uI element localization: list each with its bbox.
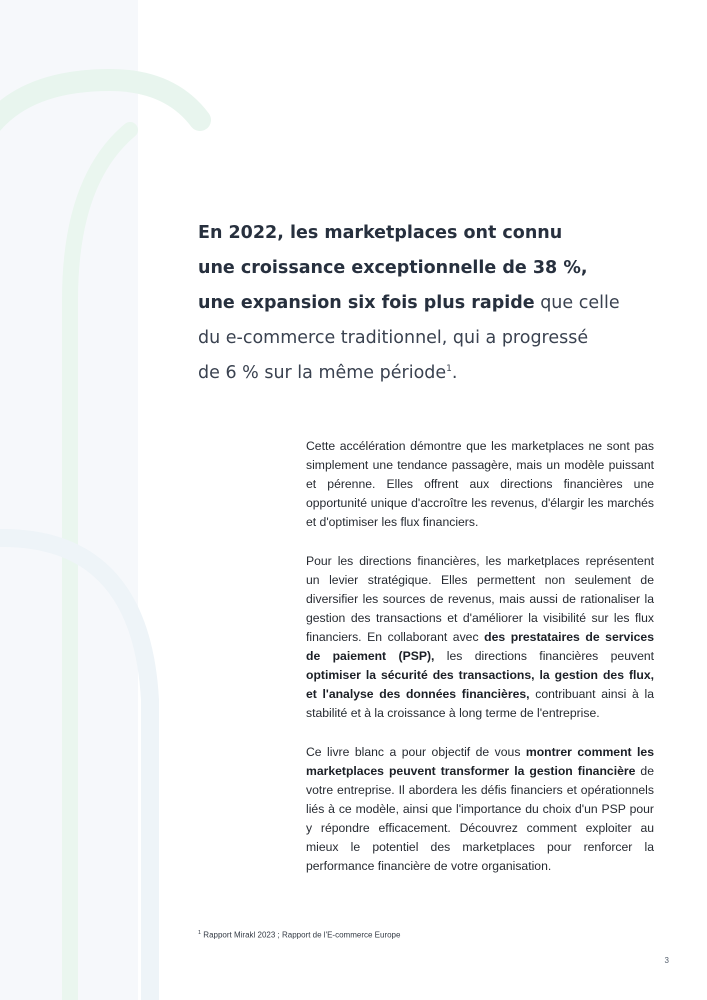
footnote-reference[interactable]: 1 bbox=[446, 364, 452, 375]
paragraph-1: Cette accélération démontre que les marketplaces ne sont pas simplement une tendance passagère, mais un modèle puissant et pérenne. Elles offrent aux directions financières une opportunité unique d'accroître les revenus, d'élargir les marchés et d'optimiser les flux financiers. bbox=[306, 439, 654, 529]
body-text bbox=[306, 437, 654, 896]
footnote-number: 1 bbox=[198, 930, 202, 936]
headline-line-2: une croissance exceptionnelle de 38 %, bbox=[198, 258, 588, 278]
paragraph-2-part-a: Pour les directions financières, les marketplaces représentent un levier stratégique. Elles permettent non seulement de diversifier les sources de revenus, mais aussi de rationaliser la gestion des transactions et d'améliorer la visibilité sur les flux financiers. En collaborant avec bbox=[306, 554, 654, 644]
headline-line-3-rest: que celle bbox=[534, 293, 620, 313]
headline-line-5-text: de 6 % sur la même période bbox=[198, 363, 447, 383]
paragraph-2-part-e: contribuant ainsi à la stabilité et à la croissance à long terme de l'entreprise. bbox=[306, 687, 654, 720]
paragraph-3-part-a: Ce livre blanc a pour objectif de vous bbox=[306, 745, 526, 759]
footnote bbox=[198, 930, 400, 940]
paragraph-2-psp-bold: des prestataires de services de paiement (PSP), bbox=[306, 630, 654, 663]
page-number: 3 bbox=[664, 956, 669, 965]
paragraph-2 bbox=[306, 552, 654, 723]
headline-line-1: En 2022, les marketplaces ont connu bbox=[198, 223, 563, 243]
headline-line-4: du e-commerce traditionnel, qui a progressé bbox=[198, 328, 589, 348]
headline-line-5-end: . bbox=[451, 363, 458, 383]
footnote-text: Rapport Mirakl 2023 ; Rapport de l'E-commerce Europe bbox=[201, 930, 401, 940]
paragraph-3-bold: montrer comment les marketplaces peuvent transformer la gestion financière bbox=[306, 745, 654, 778]
headline-line-3 bbox=[198, 286, 668, 321]
paragraph-3 bbox=[306, 743, 654, 876]
headline-quote bbox=[198, 216, 668, 391]
paragraph-2-part-c: les directions financières peuvent bbox=[434, 649, 655, 663]
paragraph-2-optimiser-bold: optimiser la sécurité des transactions, la gestion des flux, et l'analyse des données financières, bbox=[306, 668, 654, 701]
headline-line-3-bold: une expansion six fois plus rapide bbox=[198, 293, 535, 313]
left-margin-band bbox=[0, 0, 138, 1000]
headline-line-5 bbox=[198, 356, 668, 391]
paragraph-3-part-c: de votre entreprise. Il abordera les défis financiers et opérationnels liés à ce modèle, ainsi que l'importance du choix d'un PSP pour y répondre efficacement. Découvrez comment exploiter au mieux le potentiel des marketplaces pour renforcer la performance financière de votre organisation. bbox=[306, 764, 654, 873]
